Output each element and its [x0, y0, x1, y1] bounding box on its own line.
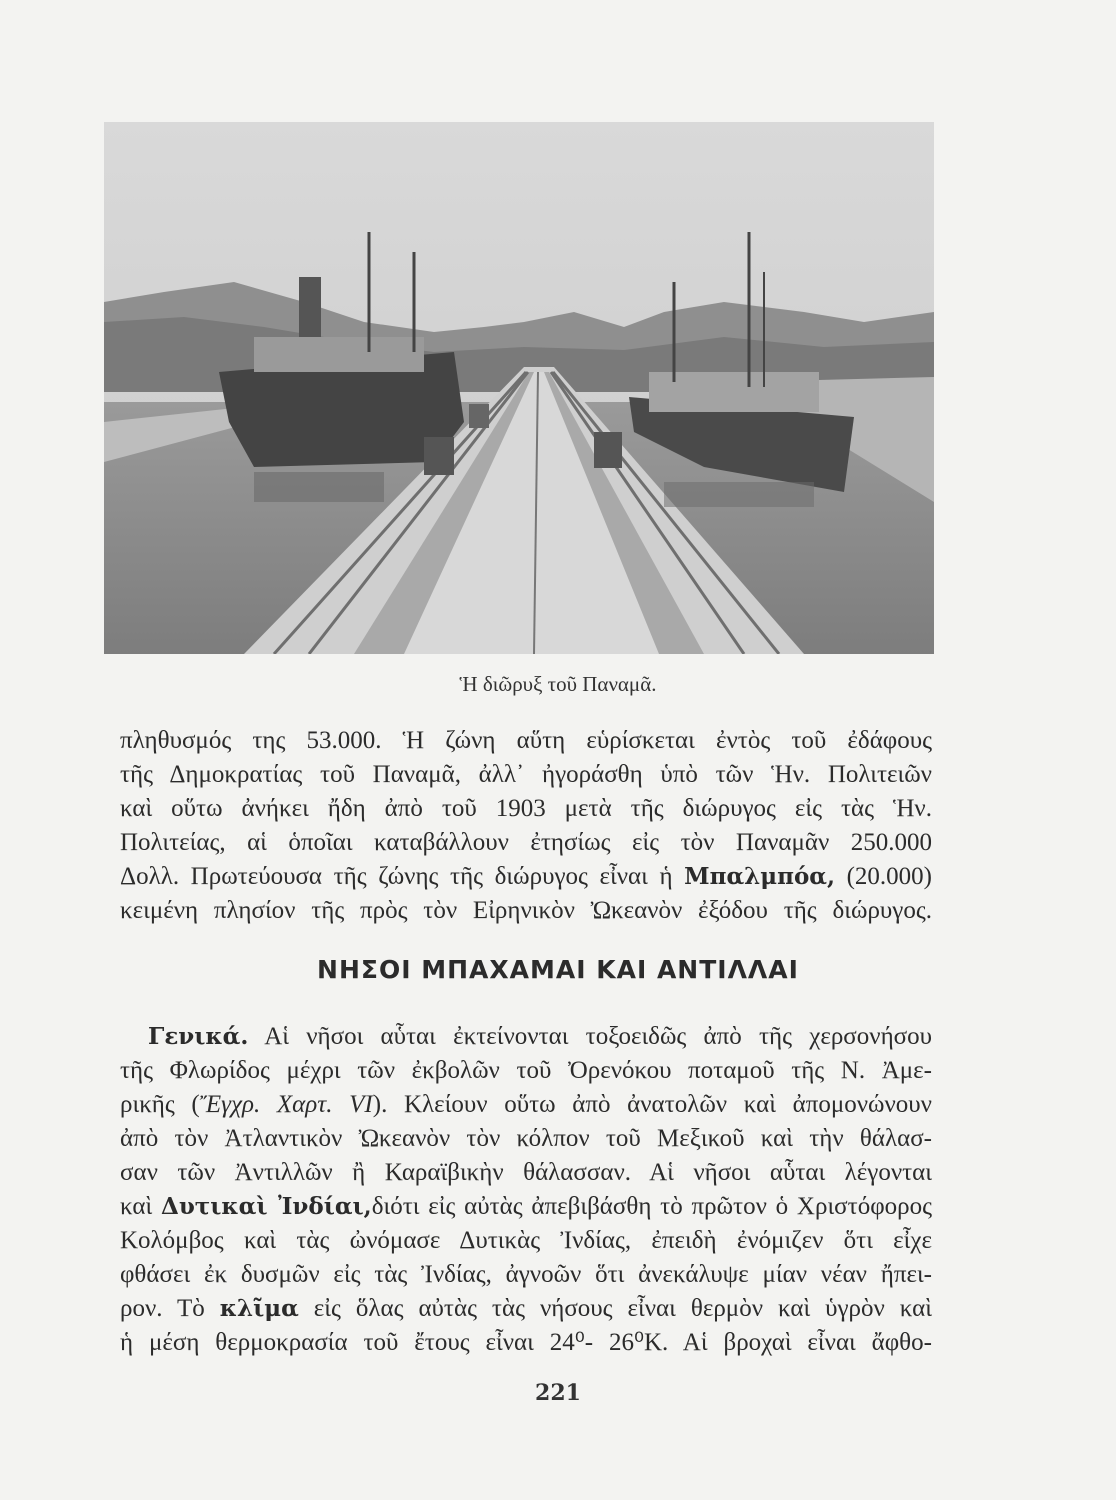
capital-population: (20.000)	[846, 863, 933, 890]
canal-photo-illustration	[104, 122, 934, 654]
photo-caption: Ἡ διῶρυξ τοῦ Παναμᾶ.	[459, 672, 657, 696]
text-fragment: Δολλ. Πρωτεύουσα τῆς ζώνης τῆς διώρυγος εἶναι ἡ	[120, 863, 673, 890]
text-fragment: εἰς ὅλας αὐτὰς τὰς νήσους εἶναι θερμὸν καὶ ὑγρὸν καὶ	[313, 1295, 932, 1322]
text-line: πληθυσμός της 53.000. Ἡ ζώνη αὕτη εὑρίσκεται ἐντὸς τοῦ ἐδάφους	[120, 727, 932, 754]
section-heading: ΝΗΣΟΙ ΜΠΑΧΑΜΑΙ ΚΑΙ ΑΝΤΙΛΛΑΙ	[317, 955, 799, 984]
text-line-map-ref	[120, 1088, 932, 1122]
text-fragment: ρικῆς (	[120, 1091, 200, 1118]
text-line: Κολόμβος καὶ τὰς ὠνόμασε Δυτικὰς Ἰνδίας, ἐπειδὴ ἐνόμιζεν ὅτι εἶχε	[120, 1227, 932, 1254]
text-line-lead	[120, 1020, 932, 1054]
text-fragment: διότι εἰς αὐτὰς ἀπεβιβάσθη τὸ πρῶτον ὁ Χριστόφορος	[371, 1193, 933, 1220]
text-fragment: ). Κλείουν οὕτω ἀπὸ ἀνατολῶν καὶ ἀπομονώνουν	[372, 1091, 932, 1118]
text-line: ἀπὸ τὸν Ἀτλαντικὸν Ὠκεανὸν τὸν κόλπον τοῦ Μεξικοῦ καὶ τὴν θάλασ-	[120, 1125, 932, 1152]
text-line: ἡ μέση θερμοκρασία τοῦ ἔτους εἶναι 24⁰- 26⁰Κ. Αἱ βροχαὶ εἶναι ἄφθο-	[120, 1329, 932, 1356]
west-indies-term: Δυτικαὶ Ἰνδίαι,	[160, 1193, 372, 1220]
text-line: φθάσει ἐκ δυσμῶν εἰς τὰς Ἰνδίας, ἀγνοῶν ὅτι ἀνεκάλυψε μίαν νέαν ἤπει-	[120, 1261, 932, 1288]
text-line-capital	[120, 860, 932, 894]
paragraph-population	[120, 724, 932, 928]
text-fragment: Αἱ νῆσοι αὗται ἐκτείνονται τοξοειδῶς ἀπὸ τῆς χερσονήσου	[264, 1023, 932, 1050]
text-line: τῆς Δημοκρατίας τοῦ Παναμᾶ, ἀλλ᾽ ἠγοράσθη ὑπὸ τῶν Ἡν. Πολιτειῶν	[120, 761, 932, 788]
text-line: σαν τῶν Ἀντιλλῶν ἢ Καραϊβικὴν θάλασσαν. Αἱ νῆσοι αὗται λέγονται	[120, 1159, 932, 1186]
text-line: καὶ οὕτω ἀνήκει ἤδη ἀπὸ τοῦ 1903 μετὰ τῆς διώρυγος εἰς τὰς Ἡν.	[120, 795, 932, 822]
text-line: Πολιτείας, αἱ ὁποῖαι καταβάλλουν ἐτησίως εἰς τὸν Παναμᾶν 250.000	[120, 829, 932, 856]
page-number: 221	[535, 1380, 581, 1406]
capital-name: Μπαλμπόα,	[684, 863, 835, 890]
text-fragment: καὶ	[120, 1193, 153, 1220]
text-line-west-indies	[120, 1190, 932, 1224]
map-reference: Ἔγχρ. Χαρτ. VI	[199, 1091, 373, 1118]
paragraph-general	[120, 1020, 932, 1360]
text-line-climate	[120, 1292, 932, 1326]
climate-term: κλῖμα	[219, 1295, 299, 1322]
text-line: κειμένη πλησίον τῆς πρὸς τὸν Εἰρηνικὸν Ὠκεανὸν ἐξόδου τῆς διώρυγος.	[120, 897, 932, 924]
text-line: τῆς Φλωρίδος μέχρι τῶν ἐκβολῶν τοῦ Ὀρενόκου ποταμοῦ τῆς Ν. Ἀμε-	[120, 1057, 932, 1084]
text-fragment: ρον. Τὸ	[120, 1295, 205, 1322]
lead-word: Γενικά.	[148, 1023, 249, 1050]
panama-canal-photo	[104, 122, 934, 654]
